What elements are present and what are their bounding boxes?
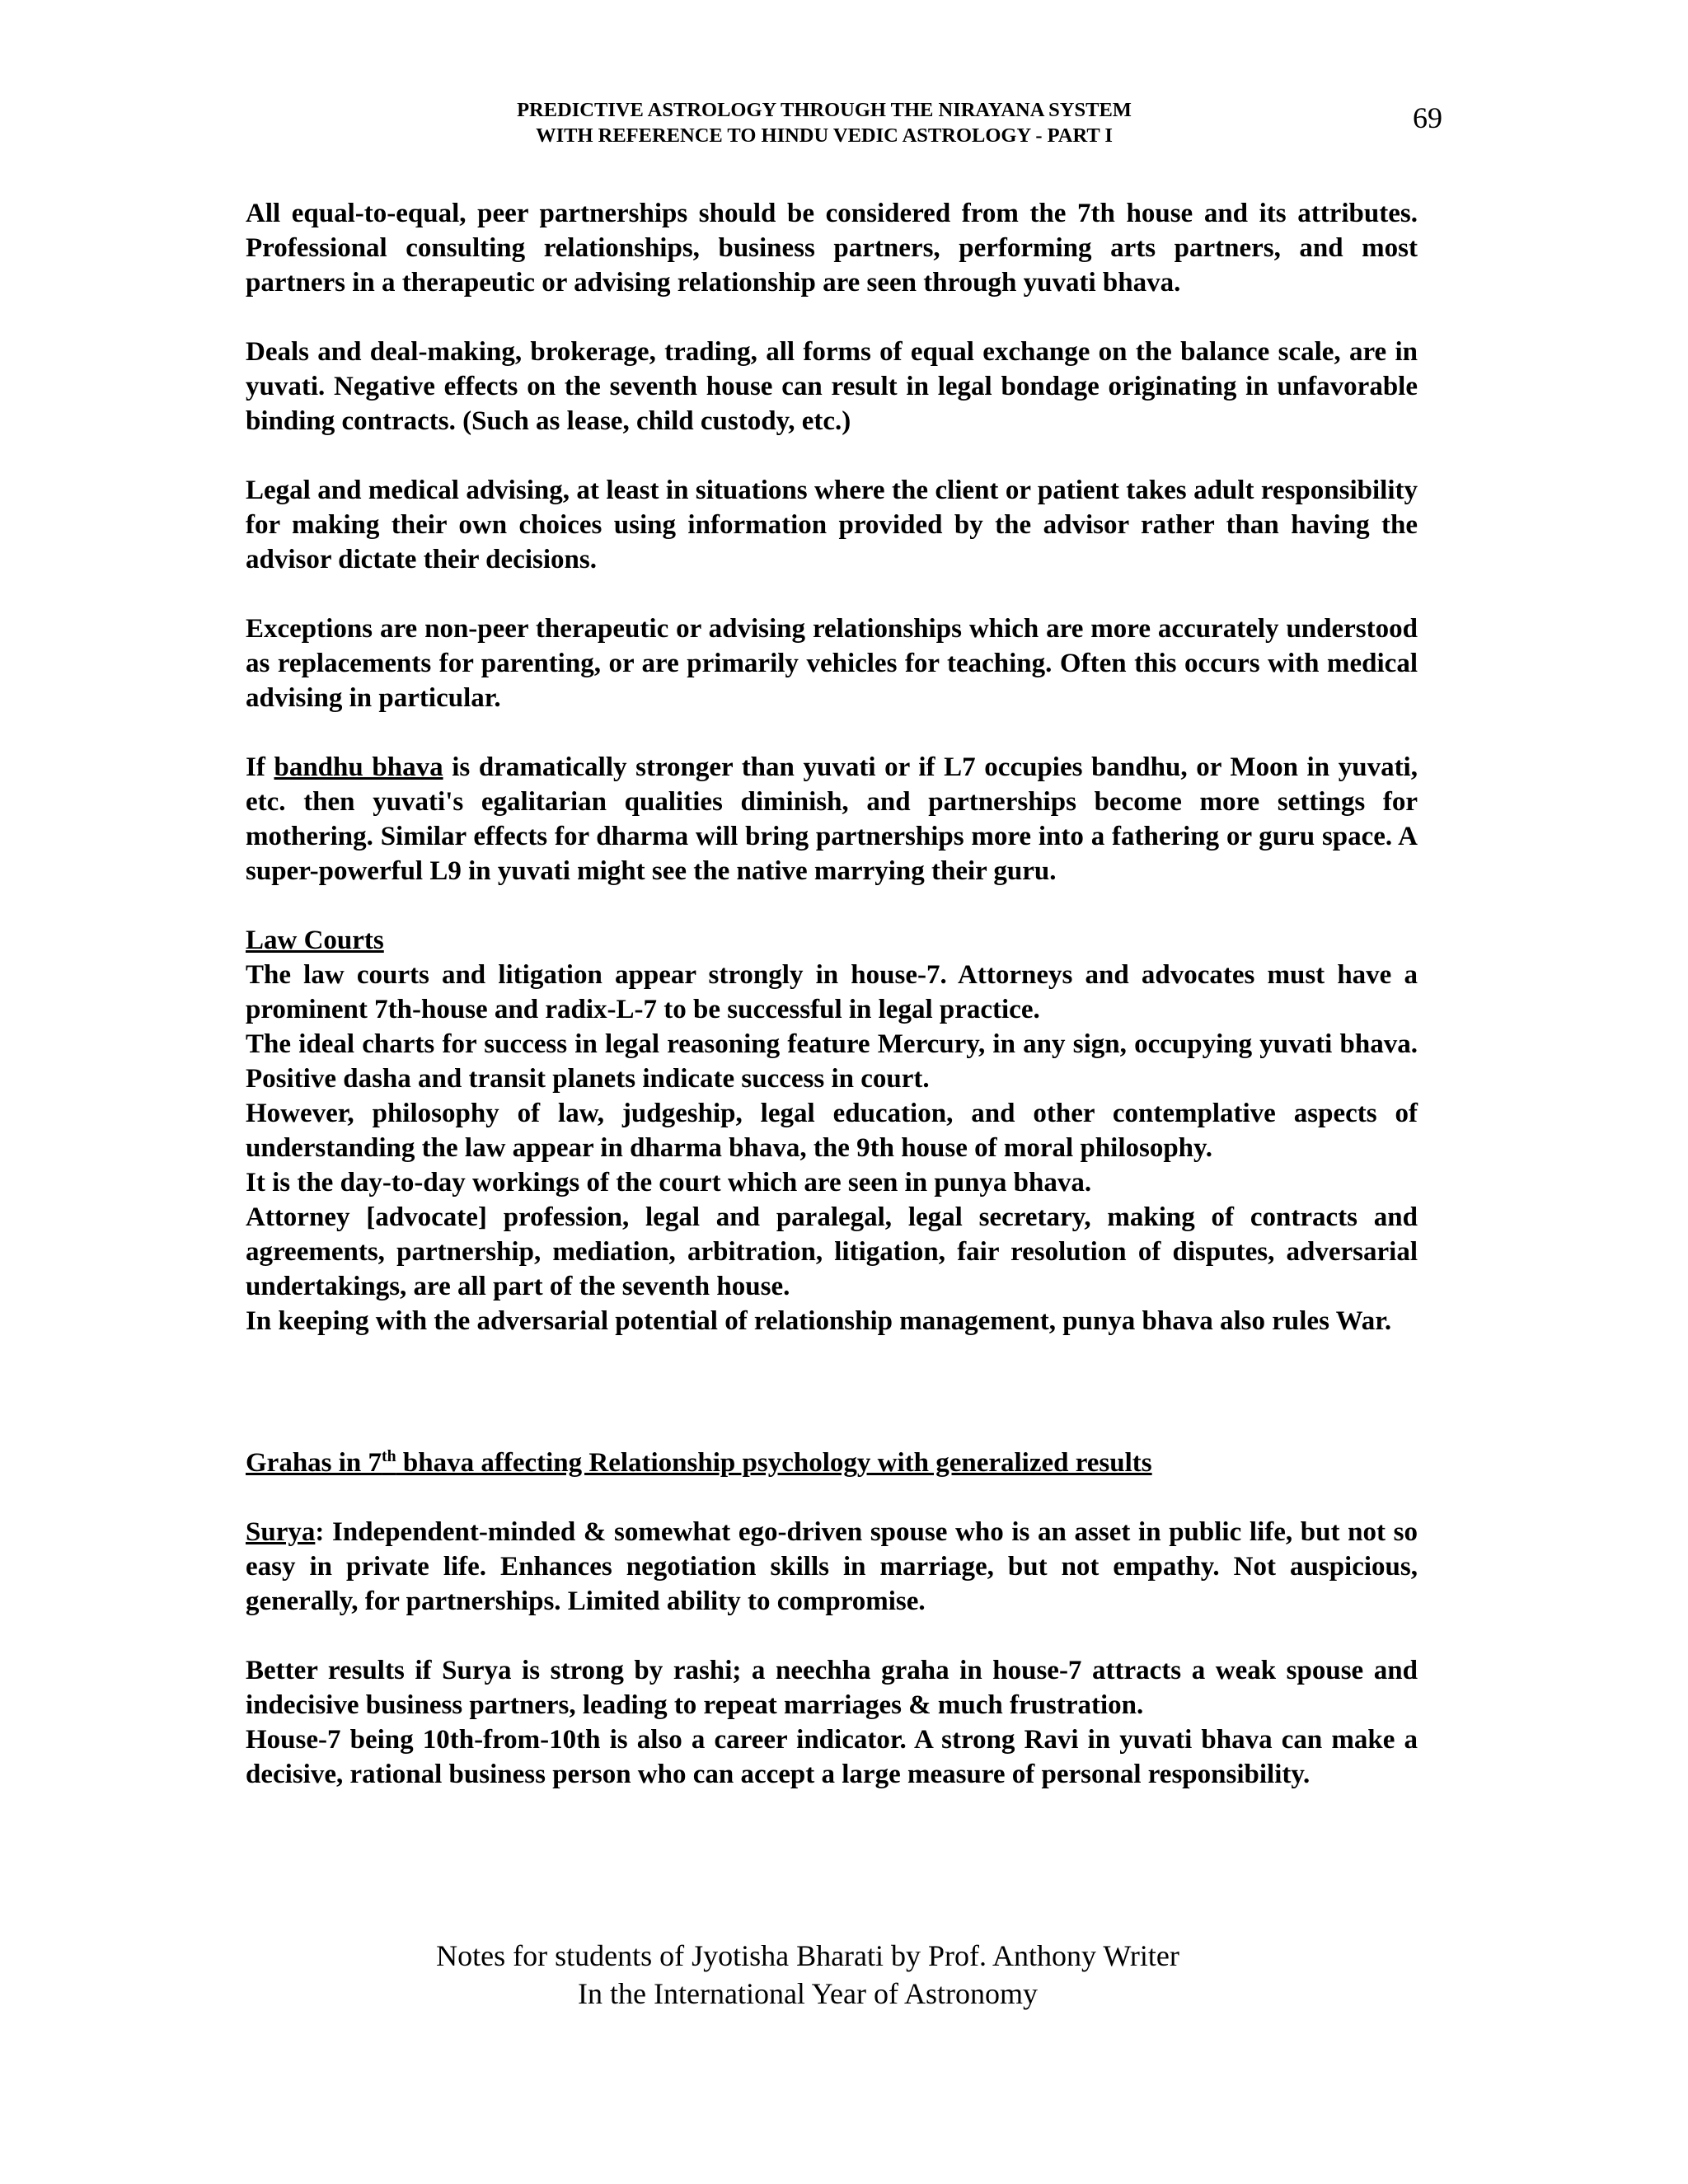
law-courts-line: It is the day-to-day workings of the court which are seen in punya bhava.: [246, 1168, 1092, 1197]
header-line-2: WITH REFERENCE TO HINDU VEDIC ASTROLOGY - PART I: [536, 124, 1113, 147]
header-line-1: PREDICTIVE ASTROLOGY THROUGH THE NIRAYANA SYSTEM: [517, 99, 1132, 121]
page-body: [246, 196, 1418, 1792]
law-courts-heading: Law Courts: [246, 926, 384, 955]
bandhu-bhava-link[interactable]: bandhu bhava: [274, 752, 443, 782]
law-courts-line: The law courts and litigation appear strongly in house-7. Attorneys and advocates must have a prominent 7th-house and radix-L-7 to be successful in legal practice.: [246, 960, 1418, 1024]
paragraph-surya: [246, 1515, 1418, 1619]
paragraph-better-results: Better results if Surya is strong by rashi; a neechha graha in house-7 attracts a weak spouse and indecisive business partners, leading to repeat marriages & much frustration.: [246, 1656, 1418, 1720]
paragraph-legal-medical-advising: Legal and medical advising, at least in situations where the client or patient takes adult responsibility for making their own choices using information provided by the advisor rather than having the advisor dictate their decisions.: [246, 476, 1418, 574]
surya-text: : Independent-minded & somewhat ego-driven spouse who is an asset in public life, but not so easy in private life. Enhances negotiation skills in marriage, but not empathy. Not auspicious, generally, for partnerships. Limited ability to compromise.: [246, 1517, 1418, 1616]
paragraph-peer-partnerships: All equal-to-equal, peer partnerships should be considered from the 7th house and its attributes. Professional consulting relationships, business partners, performing arts partners, and most partners in a therapeutic or advising relationship are seen through yuvati bhava.: [246, 199, 1418, 298]
paragraph-exceptions: Exceptions are non-peer therapeutic or advising relationships which are more accurately understood as replacements for parenting, or are primarily vehicles for teaching. Often this occurs with medical advising in particular.: [246, 614, 1418, 713]
surya-label: Surya: [246, 1517, 316, 1547]
law-courts-line: Attorney [advocate] profession, legal and paralegal, legal secretary, making of contracts and agreements, partnership, mediation, arbitration, litigation, fair resolution of disputes, adversarial undertakings, are all part of the seventh house.: [246, 1202, 1418, 1301]
footer-line-1: Notes for students of Jyotisha Bharati by Prof. Anthony Writer: [436, 1939, 1179, 1972]
law-courts-line: In keeping with the adversarial potential of relationship management, punya bhava also rules War.: [246, 1306, 1392, 1336]
law-courts-line: The ideal charts for success in legal reasoning feature Mercury, in any sign, occupying yuvati bhava. Positive dasha and transit planets indicate success in court.: [246, 1029, 1418, 1094]
page-number: 69: [1413, 101, 1442, 134]
paragraph-career-indicator: House-7 being 10th-from-10th is also a career indicator. A strong Ravi in yuvati bhava can make a decisive, rational business person who can accept a large measure of personal responsibility.: [246, 1725, 1418, 1789]
running-header: [247, 97, 1401, 148]
law-courts-line: However, philosophy of law, judgeship, legal education, and other contemplative aspects of understanding the law appear in dharma bhava, the 9th house of moral philosophy.: [246, 1099, 1418, 1163]
bandhu-prefix: If: [246, 752, 274, 782]
grahas-heading-sup: th: [382, 1447, 396, 1465]
footer-line-2: In the International Year of Astronomy: [578, 1977, 1038, 2010]
paragraph-deals: Deals and deal-making, brokerage, trading, all forms of equal exchange on the balance scale, are in yuvati. Negative effects on the seventh house can result in legal bondage originating in unfavorable binding contracts. (Such as lease, child custody, etc.): [246, 337, 1418, 436]
grahas-heading-pre: Grahas in 7: [246, 1448, 382, 1478]
paragraph-bandhu-bhava: [246, 750, 1418, 888]
grahas-heading: [246, 1446, 1418, 1480]
grahas-heading-post: bhava affecting Relationship psychology with generalized results: [396, 1448, 1152, 1478]
page-footer: [247, 1937, 1368, 2013]
bandhu-rest: is dramatically stronger than yuvati or if L7 occupies bandhu, or Moon in yuvati, etc. then yuvati's egalitarian qualities diminish, and partnerships become more settings for mothering. Similar effects for dharma will bring partnerships more into a fathering or guru space. A super-powerful L9 in yuvati might see the native marrying their guru.: [246, 752, 1418, 886]
